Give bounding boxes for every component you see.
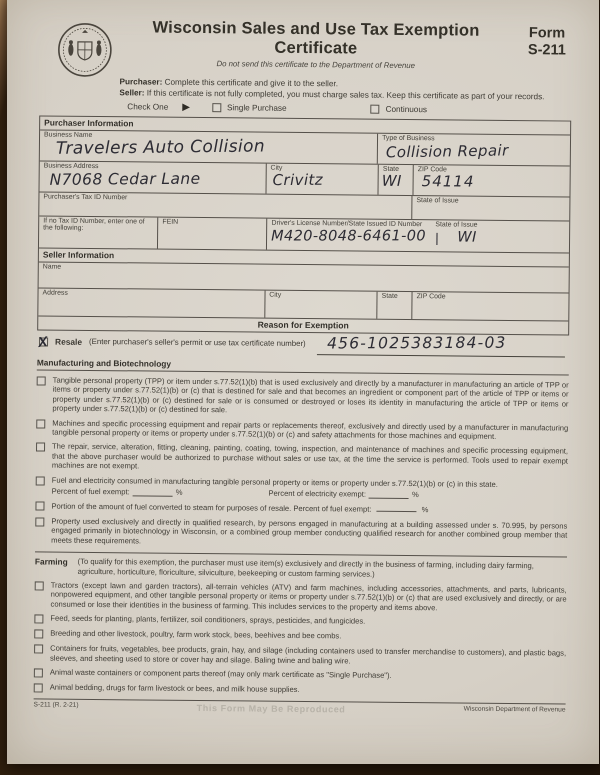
tax-id-label: Purchaser's Tax ID Number <box>43 193 128 202</box>
reason-for-exemption-header: Reason for Exemption <box>257 319 349 331</box>
zip-label: ZIP Code <box>417 166 447 174</box>
handwritten-divider: | <box>435 230 439 246</box>
seller-city-field[interactable] <box>264 291 377 319</box>
wisconsin-state-seal-icon <box>54 20 117 81</box>
farming-intro: (To qualify for this exemption, the purchaser must use item(s) exclusively and directly in the business of farming, including dairy farming, agriculture, horticulture, floriculture, silviculture, beekeeping or custom farming services.) <box>77 556 534 579</box>
animal-waste-checkbox[interactable] <box>34 668 43 677</box>
repair-service-text: The repair, service, alteration, fitting, cleaning, painting, coating, towing, inspection, and maintenance of machines and specific processing equipment, that the above purchaser would be authorized to purchase without sales or use tax, at the time the service is performed. Tools used to repair exempt machines are not exempt. <box>51 442 569 471</box>
city-value: Crivitz <box>272 170 323 190</box>
form-subtitle: Do not send this certificate to the Department of Revenue <box>216 59 416 71</box>
manufacturing-item <box>35 516 567 549</box>
city-label: City <box>270 164 283 172</box>
feed-seeds-checkbox[interactable] <box>34 615 43 624</box>
animal-waste-text: Animal waste containers or component parts thereof (may only mark certificate as "Single Purchase"). <box>49 667 392 680</box>
farming-section <box>34 552 567 698</box>
seller-state-label: State <box>381 292 398 300</box>
resale-instruction: (Enter purchaser's seller's permit or use tax certificate number) <box>89 336 306 349</box>
electricity-percent-blank[interactable] <box>369 491 409 499</box>
resale-permit-number-field[interactable] <box>317 333 566 357</box>
drivers-license-field[interactable] <box>266 219 431 252</box>
form-header <box>40 17 573 80</box>
tax-id-field[interactable] <box>39 192 411 219</box>
seller-state-field[interactable] <box>376 292 411 319</box>
percent-sign: % <box>411 490 419 500</box>
farming-item <box>34 682 566 697</box>
seller-info-header: Seller Information <box>39 248 569 267</box>
x-mark-icon: X <box>37 333 49 350</box>
resale-label: Resale <box>55 336 83 347</box>
seller-name-field[interactable] <box>39 262 569 292</box>
business-address-row <box>39 161 569 197</box>
animal-bedding-checkbox[interactable] <box>34 683 43 692</box>
business-address-field[interactable] <box>40 161 266 193</box>
city-field[interactable] <box>265 164 378 195</box>
footer-form-revision: S-211 (R. 2-21) <box>33 701 79 709</box>
no-tax-id-note <box>39 216 157 248</box>
seller-note: If this certificate is not fully completed, you must charge sales tax. Keep this certificate as part of your records. <box>146 88 545 102</box>
manufacturing-item <box>36 375 568 418</box>
seller-zip-field[interactable] <box>411 292 568 321</box>
seller-city-label: City <box>269 291 282 299</box>
single-purchase-label: Single Purchase <box>226 103 287 113</box>
machines-checkbox[interactable] <box>36 419 45 428</box>
fuel-percent-blank[interactable] <box>133 489 173 497</box>
fein-field[interactable] <box>157 218 266 250</box>
license-state-value: WI <box>457 229 477 246</box>
purchaser-note-label: Purchaser: <box>119 77 163 87</box>
continuous-checkbox[interactable] <box>371 105 380 114</box>
percent-sign: % <box>421 505 429 515</box>
livestock-checkbox[interactable] <box>34 630 43 639</box>
seller-address-field[interactable] <box>38 288 264 317</box>
state-label: State <box>382 165 399 173</box>
footer-reproduce-note: This Form May Be Reproduced <box>196 702 346 715</box>
purchaser-note: Complete this certificate and give it to the seller. <box>164 77 339 89</box>
animal-bedding-text: Animal bedding, drugs for farm livestock or bees, and milk house supplies. <box>49 682 300 694</box>
type-of-business-label: Type of Business <box>382 134 435 143</box>
seller-note-label: Seller: <box>119 88 145 98</box>
tractors-checkbox[interactable] <box>35 581 44 590</box>
fuel-electricity-text: Fuel and electricity consumed in manufacturing tangible personal property or items or property under s.77.52(1)(b) or (c) in this state. <box>51 475 498 489</box>
no-tax-id-label: If no Tax ID Number, enter one of the following: <box>43 217 145 232</box>
license-state-label: State of Issue <box>435 221 478 229</box>
type-of-business-value: Collision Repair <box>385 141 509 162</box>
percent-sign: % <box>175 487 183 497</box>
business-name-value: Travelers Auto Collision <box>55 136 266 159</box>
type-of-business-field[interactable] <box>377 134 570 166</box>
arrow-right-icon: ▶ <box>182 101 191 113</box>
state-field[interactable] <box>378 165 413 195</box>
purchaser-info-header: Purchaser Information <box>40 116 570 135</box>
business-name-field[interactable] <box>40 130 377 163</box>
tpp-checkbox[interactable] <box>37 376 46 385</box>
resale-row <box>37 333 569 357</box>
manufacturing-section-header: Manufacturing and Biotechnology <box>37 357 569 375</box>
electricity-percent-label: Percent of electricity exempt: <box>268 488 367 499</box>
farming-item <box>34 644 566 668</box>
feed-seeds-text: Feed, seeds for planting, plants, fertilizer, soil conditioners, sprays, pesticides, and fungicides. <box>50 613 366 626</box>
repair-service-checkbox[interactable] <box>36 443 45 452</box>
qualified-research-text: Property used exclusively and directly in qualified research, by persons engaged in manufacturing at a building assessed under s. 70.995, by persons engaged primarily in biotechnology in Wisconsin, or a combined group member conducting qualified research for another combined group member that meets these requirements. <box>51 516 568 546</box>
steam-fuel-percent-label: Percent of fuel exempt: <box>293 504 372 515</box>
qualified-research-checkbox[interactable] <box>35 517 44 526</box>
steam-fuel-percent-blank[interactable] <box>377 504 417 512</box>
manufacturing-item <box>36 442 568 475</box>
drivers-license-value: M420-8048-6461-00 <box>271 228 427 245</box>
check-one-row <box>127 101 571 116</box>
containers-checkbox[interactable] <box>34 645 43 654</box>
purchaser-seller-table <box>37 115 571 335</box>
paper-sheet <box>7 0 599 764</box>
seller-zip-label: ZIP Code <box>416 293 446 301</box>
manufacturing-item <box>36 418 568 442</box>
farming-item <box>34 580 566 613</box>
check-one-label: Check One <box>127 102 169 112</box>
livestock-text: Breeding and other livestock, poultry, farm work stock, bees, beehives and bee combs. <box>50 628 342 641</box>
instructions <box>119 76 571 102</box>
resale-checkbox[interactable] <box>37 333 49 350</box>
fuel-steam-checkbox[interactable] <box>35 502 44 511</box>
fuel-electricity-checkbox[interactable] <box>36 476 45 485</box>
fuel-percent-label: Percent of fuel exempt: <box>51 486 130 497</box>
farming-item <box>34 667 566 682</box>
resale-permit-number-value: 456-1025383184-03 <box>326 333 507 353</box>
business-address-value: N7068 Cedar Lane <box>49 169 201 189</box>
form-number-value: S-211 <box>527 42 566 59</box>
fuel-steam-text: Portion of the amount of fuel converted to steam for purposes of resale. <box>51 502 292 514</box>
zip-value: 54114 <box>421 172 475 191</box>
footer-agency: Wisconsin Department of Revenue <box>463 705 566 714</box>
no-tax-id-row <box>39 216 569 253</box>
manufacturing-item <box>36 475 568 501</box>
business-address-label: Business Address <box>43 162 99 171</box>
business-name-row <box>40 130 570 166</box>
license-state-field[interactable] <box>431 220 569 252</box>
continuous-label: Continuous <box>385 104 428 115</box>
seller-address-label: Address <box>42 289 68 297</box>
state-value: WI <box>381 171 402 190</box>
machines-text: Machines and specific processing equipment and repair parts or replacements thereof, exclusively and directly used by a manufacturer in manufacturing tangible personal property or items or property under s.77.52(1)(b) or (c) and safety attachments for those machines and equipment. <box>52 418 569 441</box>
fein-label: FEIN <box>162 218 179 226</box>
farming-item <box>34 614 566 629</box>
form-footer <box>34 698 566 716</box>
tractors-text: Tractors (except lawn and garden tractors), all-terrain vehicles (ATV) and farm machines, including accessories, attachments, and parts, lubricants, nonpowered equipment, and other tangible personal property or items or property under s.77.52(1)(b) or (c) that are used exclusively and directly, or are consumed or lose their identities in the business of farming. This includes services to the property and items above. <box>50 580 567 613</box>
form-title: Wisconsin Sales and Use Tax Exemption Certificate <box>152 18 480 58</box>
farming-item <box>34 629 566 644</box>
farming-section-header: Farming <box>34 556 68 567</box>
seller-name-label: Name <box>42 263 62 271</box>
state-of-issue-label: State of Issue <box>416 197 459 205</box>
business-name-label: Business Name <box>44 131 93 139</box>
manufacturing-item <box>35 501 567 517</box>
containers-text: Containers for fruits, vegetables, bee products, grain, hay, and silage (including containers used to transfer merchandise to customers), and plastic bags, sleeves, and sheeting used to store or cover hay and silage. Baling twine and baling wire. <box>49 643 567 666</box>
tpp-text: Tangible personal property (TPP) or item under s.77.52(1)(b) that is used exclusively and directly by a manufacturer in manufacturing an article of TPP or items or property under s.77.52(1)(b) or (c) that is destined for sale and that becomes an ingredient or component part of the article of TPP or items or property under s.77.52(1)(b) or (c) destined for sale or is consumed or destroyed or loses its identity in manufacturing the article of TPP or items or property under s.77.52(1)(b) or (c) destined for sale. <box>52 375 569 415</box>
form-word: Form <box>528 25 566 42</box>
single-purchase-checkbox[interactable] <box>212 103 221 112</box>
state-of-issue-field[interactable] <box>411 196 569 221</box>
zip-field[interactable] <box>413 165 570 197</box>
form-number <box>528 25 566 59</box>
drivers-license-label: Driver's License Number/State Issued ID Number <box>271 219 423 229</box>
